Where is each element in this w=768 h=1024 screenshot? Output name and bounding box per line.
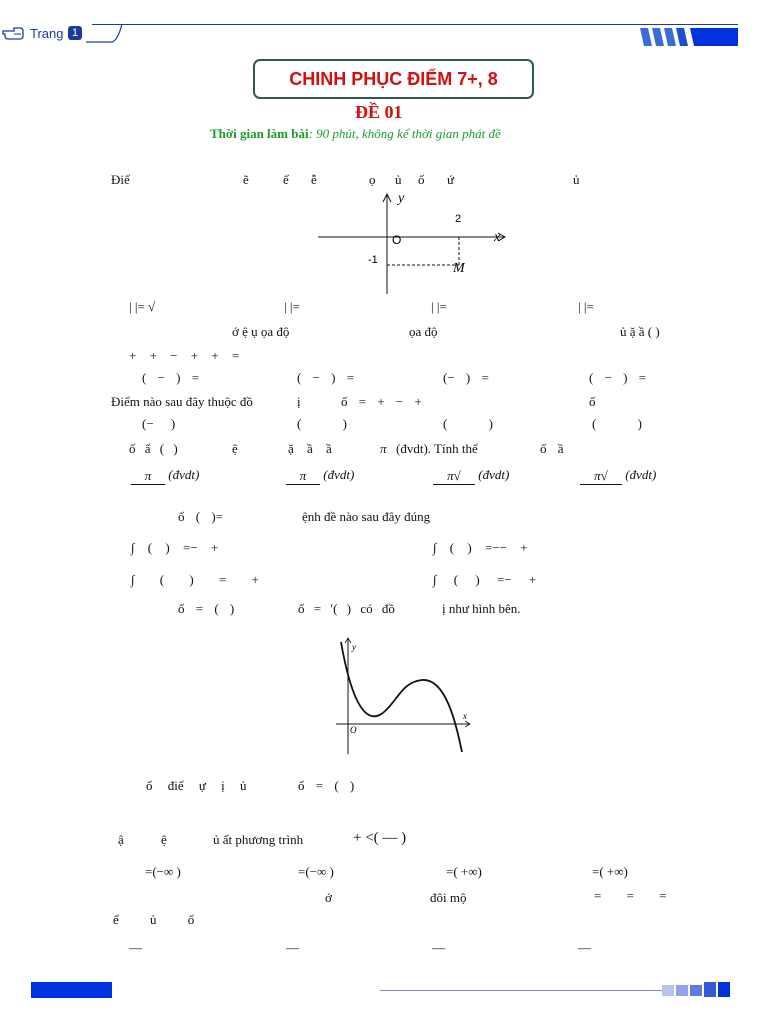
q7-stem: ố điể ự ị ủ [146, 778, 247, 793]
q6-x-label: x [463, 711, 467, 721]
q1-frag-5: ủ [395, 172, 402, 187]
q9-option-a[interactable]: — [129, 940, 142, 955]
q1-frag-8: ủ [573, 172, 580, 187]
q4-answer-c-num: π√ [447, 467, 461, 483]
q5-option-d[interactable]: ∫ ( ) =− + [433, 572, 537, 587]
q3-frag-3: ố [589, 394, 596, 409]
q1-frag-1: ẽ [243, 172, 249, 187]
q9-option-c[interactable]: — [432, 940, 445, 955]
q9-frag-3: = = = [594, 888, 667, 903]
q1-x-label: x [494, 230, 501, 245]
header-rule [92, 24, 738, 25]
q6-derivative-graph [332, 634, 474, 756]
pointing-hand-icon [2, 25, 24, 41]
q1-option-a[interactable]: | |= √ [129, 299, 156, 314]
q8-option-a[interactable]: =(−∞ ) [145, 864, 181, 879]
q4-frag-3: ố ầ [540, 441, 564, 456]
q5-option-c[interactable]: ∫ ( ) = + [131, 572, 259, 587]
exam-code: ĐỀ 01 [355, 102, 403, 122]
q4-answer-a-num: π [144, 467, 152, 483]
time-label: Thời gian làm bài [210, 126, 309, 141]
q4-answer-b-tail: (đvdt) [323, 467, 355, 482]
q7-tail: ố = ( ) [298, 778, 355, 793]
q6-tail: ị như hình bên. [442, 601, 521, 616]
q5-option-b[interactable]: ∫ ( ) =−− + [433, 540, 528, 555]
q5-option-a[interactable]: ∫ ( ) =− + [131, 540, 219, 555]
q4-answer-b-num: π [299, 467, 307, 483]
q9-frag-1: ớ [325, 890, 332, 905]
q2-option-b[interactable]: ( − ) = [297, 370, 355, 385]
q5-stem: ệnh đề nào sau đây đúng [302, 509, 431, 524]
q1-frag-7: ứ [447, 172, 455, 187]
q4-lead: ố ẩ ( ) [129, 441, 178, 456]
q9-option-b[interactable]: — [286, 940, 299, 955]
q8-option-b[interactable]: =(−∞ ) [298, 864, 334, 879]
q6-mid: ố = ′( ) có đồ [298, 601, 395, 616]
q4-answer-d-tail: (đvdt) [625, 467, 657, 482]
q1-option-b[interactable]: | |= [284, 299, 300, 314]
q8-inequality: + <( — ) [353, 830, 407, 846]
q4-answer-d-num: π√ [594, 467, 608, 483]
q1-intro: Điể [111, 172, 130, 187]
time-value: : 90 phút, không kể thời gian phát đề [308, 126, 501, 141]
q2-frag-3: ủ ặ ầ ( ) [620, 324, 660, 339]
q1-y-tick: -1 [368, 254, 378, 266]
q1-y-label: y [398, 191, 405, 206]
q4-answer-a-tail: (đvdt) [168, 467, 200, 482]
q1-frag-2: ể [283, 172, 289, 187]
q1-frag-4: ọ [369, 172, 376, 187]
q3-frag-2: ố = + − + [341, 394, 422, 409]
footer-bar [31, 982, 112, 998]
time-line [210, 126, 501, 142]
main-title: CHINH PHỤC ĐIỂM 7+, 8 [289, 69, 498, 89]
q6-origin: O [350, 725, 357, 735]
q2-option-c[interactable]: (− ) = [443, 370, 489, 385]
q8-lead: ậ ệ [118, 832, 167, 847]
footer-blocks [662, 982, 732, 998]
q3-option-b[interactable]: ( ) [297, 416, 347, 431]
q8-option-c[interactable]: =( +∞) [446, 864, 482, 879]
q4-answer-a[interactable] [131, 467, 199, 485]
q1-point-m: M [453, 261, 465, 276]
q1-option-d[interactable]: | |= [578, 299, 594, 314]
q2-equation: + + − + + = [129, 348, 240, 363]
q8-mid: ủ ất phương trình [213, 832, 304, 847]
q1-frag-6: ố [418, 172, 425, 187]
q1-origin: O [392, 233, 402, 247]
q4-frag-2: ặ ầ ầ [288, 441, 332, 456]
q1-x-tick: 2 [455, 213, 462, 225]
q1-option-c[interactable]: | |= [431, 299, 447, 314]
page-number-badge: 1 [68, 26, 82, 40]
q1-coordinate-graph [310, 188, 510, 298]
q9-frag-2: đôi mộ [430, 890, 467, 905]
q4-answer-c[interactable] [433, 467, 509, 485]
q5-lead: ố ( )= [178, 509, 223, 524]
q4-unit-text: (đvdt). Tính thể [396, 441, 478, 456]
q4-answer-b[interactable] [286, 467, 354, 485]
q3-stem: Điểm nào sau đây thuộc đồ [111, 394, 253, 409]
q3-frag-1: ị [297, 394, 301, 409]
q3-option-a[interactable]: (− ) [142, 416, 176, 431]
q4-frag-1: ệ [232, 441, 238, 456]
page-label: Trang [30, 26, 64, 41]
q4-answer-c-tail: (đvdt) [478, 467, 510, 482]
q4-answer-d[interactable] [580, 467, 656, 485]
q2-frag-1: ớ ệ ụ ọa độ [232, 324, 290, 339]
q6-lead: ố = ( ) [178, 601, 235, 616]
q9-option-d[interactable]: — [578, 940, 591, 955]
header-stripes [636, 28, 738, 46]
q4-pi: π [380, 441, 387, 456]
footer-rule [380, 990, 665, 991]
q2-option-d[interactable]: ( − ) = [589, 370, 647, 385]
q2-option-a[interactable]: ( − ) = [142, 370, 200, 385]
q3-option-d[interactable]: ( ) [592, 416, 642, 431]
q6-y-label: y [352, 642, 356, 652]
q8-option-d[interactable]: =( +∞) [592, 864, 628, 879]
q1-frag-3: ễ [311, 172, 317, 187]
q3-option-c[interactable]: ( ) [443, 416, 493, 431]
title-box [253, 59, 534, 99]
q9-line-2: ế ủ ố [113, 912, 195, 927]
q2-frag-2: ọa độ [409, 324, 438, 339]
